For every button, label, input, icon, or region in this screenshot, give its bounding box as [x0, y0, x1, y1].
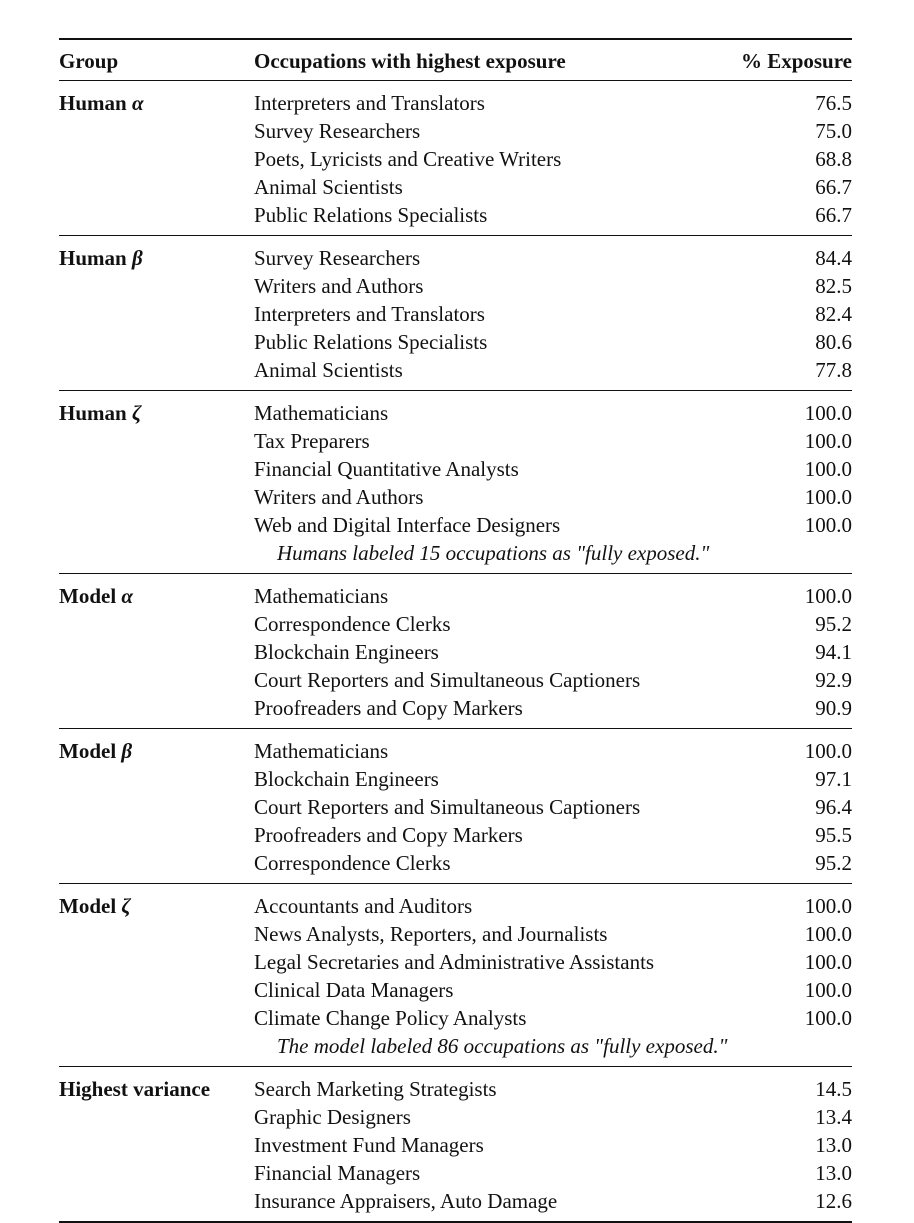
table-row [59, 328, 852, 356]
table-row [59, 920, 852, 948]
table-body [59, 81, 852, 1221]
exposure-cell: 100.0 [804, 739, 852, 763]
table-row [59, 666, 852, 694]
group-label: Model β [59, 739, 133, 763]
table-row [59, 455, 852, 483]
table-row [59, 765, 852, 793]
exposure-cell: 82.4 [815, 302, 852, 326]
occupation-cell: Financial Quantitative Analysts [254, 457, 519, 481]
occupation-cell: Mathematicians [254, 584, 389, 608]
group-label: Highest variance [59, 1077, 211, 1101]
occupation-cell: Blockchain Engineers [254, 640, 439, 664]
table-row [59, 892, 852, 920]
occupation-cell: Interpreters and Translators [254, 91, 485, 115]
exposure-cell: 76.5 [815, 91, 852, 115]
table-row [59, 1187, 852, 1215]
exposure-cell: 68.8 [815, 147, 852, 171]
table-section [59, 729, 852, 884]
table-row [59, 694, 852, 722]
table-row [59, 849, 852, 877]
header-group: Group [59, 49, 119, 73]
occupation-cell: Legal Secretaries and Administrative Assistants [254, 950, 655, 974]
occupation-cell: Clinical Data Managers [254, 978, 454, 1002]
exposure-cell: 100.0 [804, 978, 852, 1002]
occupation-cell: Animal Scientists [254, 175, 403, 199]
exposure-cell: 100.0 [804, 513, 852, 537]
table-row [59, 173, 852, 201]
exposure-cell: 95.2 [815, 612, 852, 636]
exposure-cell: 80.6 [815, 330, 852, 354]
occupation-cell: Search Marketing Strategists [254, 1077, 497, 1101]
occupation-cell: Survey Researchers [254, 246, 421, 270]
table-row [59, 483, 852, 511]
table-row [59, 793, 852, 821]
occupation-cell: Survey Researchers [254, 119, 421, 143]
exposure-cell: 96.4 [815, 795, 852, 819]
occupation-cell: Correspondence Clerks [254, 612, 451, 636]
table-row [59, 638, 852, 666]
occupation-cell: Proofreaders and Copy Markers [254, 696, 523, 720]
exposure-cell: 82.5 [815, 274, 852, 298]
exposure-cell: 100.0 [804, 485, 852, 509]
group-label: Model α [59, 584, 134, 608]
table-section [59, 391, 852, 574]
table-row [59, 1131, 852, 1159]
header-occupations: Occupations with highest exposure [254, 49, 566, 73]
occupation-cell: Mathematicians [254, 401, 389, 425]
occupation-cell: Proofreaders and Copy Markers [254, 823, 523, 847]
occupation-cell: Correspondence Clerks [254, 851, 451, 875]
exposure-cell: 100.0 [804, 457, 852, 481]
exposure-cell: 95.2 [815, 851, 852, 875]
table-section [59, 81, 852, 236]
table-section [59, 884, 852, 1067]
table-row [59, 821, 852, 849]
table-row [59, 976, 852, 1004]
occupation-cell: Financial Managers [254, 1161, 421, 1185]
exposure-cell: 97.1 [815, 767, 852, 791]
table-section [59, 574, 852, 729]
table-row [59, 300, 852, 328]
group-label: Human β [59, 246, 143, 270]
table-row [59, 427, 852, 455]
occupation-cell: Mathematicians [254, 739, 389, 763]
occupation-cell: Graphic Designers [254, 1105, 411, 1129]
exposure-cell: 84.4 [815, 246, 852, 270]
table-row [59, 1075, 852, 1103]
occupation-cell: Insurance Appraisers, Auto Damage [254, 1189, 558, 1213]
occupation-cell: Tax Preparers [254, 429, 370, 453]
occupation-cell: Court Reporters and Simultaneous Captioners [254, 795, 641, 819]
exposure-cell: 77.8 [815, 358, 852, 382]
exposure-cell: 14.5 [815, 1077, 852, 1101]
table-row [59, 610, 852, 638]
table-row [59, 399, 852, 427]
table-row [59, 244, 852, 272]
group-label: Model ζ [59, 894, 131, 918]
table-section [59, 1067, 852, 1221]
exposure-cell: 100.0 [804, 894, 852, 918]
exposure-cell: 66.7 [815, 175, 852, 199]
exposure-cell: 100.0 [804, 922, 852, 946]
section-note: The model labeled 86 occupations as "fully exposed." [277, 1034, 728, 1058]
exposure-cell: 100.0 [804, 429, 852, 453]
occupation-cell: Web and Digital Interface Designers [254, 513, 561, 537]
occupation-cell: Writers and Authors [254, 485, 424, 509]
exposure-cell: 12.6 [815, 1189, 852, 1213]
exposure-cell: 92.9 [815, 668, 852, 692]
table-row [59, 1159, 852, 1187]
table-row [59, 582, 852, 610]
table-section [59, 236, 852, 391]
exposure-cell: 13.0 [815, 1133, 852, 1157]
table-row [59, 201, 852, 229]
table-row [59, 1004, 852, 1032]
occupation-cell: Investment Fund Managers [254, 1133, 484, 1157]
table-row [59, 737, 852, 765]
exposure-cell: 95.5 [815, 823, 852, 847]
section-note: Humans labeled 15 occupations as "fully exposed." [277, 541, 710, 565]
occupation-cell: Climate Change Policy Analysts [254, 1006, 527, 1030]
occupation-cell: News Analysts, Reporters, and Journalists [254, 922, 608, 946]
table-row [59, 145, 852, 173]
exposure-cell: 100.0 [804, 584, 852, 608]
exposure-cell: 13.4 [815, 1105, 852, 1129]
occupation-cell: Writers and Authors [254, 274, 424, 298]
occupation-cell: Poets, Lyricists and Creative Writers [254, 147, 562, 171]
table-row [59, 89, 852, 117]
group-label: Human α [59, 91, 144, 115]
exposure-cell: 66.7 [815, 203, 852, 227]
group-label: Human ζ [59, 401, 142, 425]
occupation-cell: Court Reporters and Simultaneous Captioners [254, 668, 641, 692]
occupation-cell: Interpreters and Translators [254, 302, 485, 326]
occupation-cell: Public Relations Specialists [254, 203, 488, 227]
table-header [59, 40, 852, 81]
exposure-cell: 100.0 [804, 1006, 852, 1030]
table-row [59, 272, 852, 300]
occupation-cell: Public Relations Specialists [254, 330, 488, 354]
exposure-cell: 75.0 [815, 119, 852, 143]
occupation-cell: Accountants and Auditors [254, 894, 473, 918]
occupation-cell: Blockchain Engineers [254, 767, 439, 791]
exposure-cell: 90.9 [815, 696, 852, 720]
exposure-cell: 100.0 [804, 401, 852, 425]
table-row [59, 1103, 852, 1131]
table-row [59, 948, 852, 976]
exposure-cell: 94.1 [815, 640, 852, 664]
header-exposure: % Exposure [740, 49, 852, 73]
table-row [59, 511, 852, 539]
occupation-cell: Animal Scientists [254, 358, 403, 382]
exposure-cell: 100.0 [804, 950, 852, 974]
table-row [59, 117, 852, 145]
table-row [59, 356, 852, 384]
exposure-cell: 13.0 [815, 1161, 852, 1185]
exposure-table [59, 38, 852, 1223]
